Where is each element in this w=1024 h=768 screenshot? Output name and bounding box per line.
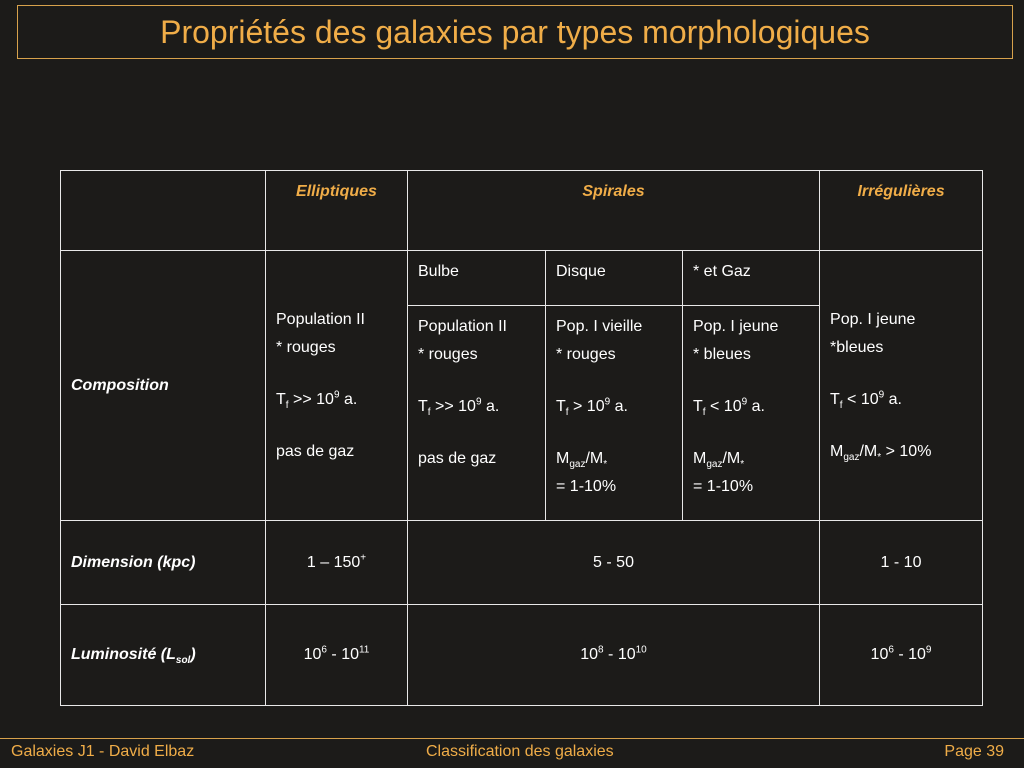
dimension-irregulieres: 1 - 10 bbox=[820, 521, 983, 605]
etgaz-formation-time: $T_f < 10^9$ a. bbox=[693, 396, 765, 419]
disque-gas-ratio: $M_{gaz}/M_*$ bbox=[556, 450, 608, 471]
footer-page-number: Page 39 bbox=[944, 743, 1004, 760]
title-frame bbox=[17, 5, 1013, 59]
footer-author: Galaxies J1 - David Elbaz bbox=[11, 743, 195, 760]
etgaz-population: Pop. I jeune bbox=[693, 318, 779, 335]
etgaz-gas-ratio-value: = 1-10% bbox=[693, 478, 754, 495]
bulbe-star-color: * rouges bbox=[418, 346, 478, 363]
irr-population: Pop. I jeune bbox=[830, 310, 916, 328]
composition-disque bbox=[546, 306, 683, 521]
etgaz-gas-ratio: $M_{gaz}/M_*$ bbox=[693, 450, 745, 471]
bulbe-population: Population II bbox=[418, 318, 507, 335]
luminosity-row bbox=[61, 605, 983, 706]
disque-population: Pop. I vieille bbox=[556, 318, 643, 335]
header-elliptiques: Elliptiques bbox=[266, 171, 408, 251]
header-irregulieres: Irrégulières bbox=[820, 171, 983, 251]
luminosity-elliptiques: $10^6 - 10^{11}$ bbox=[266, 605, 408, 706]
ell-population: Population II bbox=[276, 310, 365, 328]
etgaz-star-color: * bleues bbox=[693, 346, 751, 363]
composition-irregulieres bbox=[820, 251, 983, 521]
bulbe-gas: pas de gaz bbox=[418, 450, 497, 467]
dimension-row bbox=[61, 521, 983, 605]
empty-corner-cell bbox=[61, 171, 266, 251]
luminosity-spirales: $10^8 - 10^{10}$ bbox=[408, 605, 820, 706]
subheader-bulbe: Bulbe bbox=[408, 251, 546, 306]
composition-etgaz bbox=[683, 306, 820, 521]
ell-star-color: * rouges bbox=[276, 338, 336, 356]
ell-gas: pas de gaz bbox=[276, 442, 355, 460]
footer-chapter: Classification des galaxies bbox=[426, 743, 614, 760]
disque-formation-time: $T_f > 10^9$ a. bbox=[556, 396, 628, 419]
row-label-luminosite: Luminosité $(L_{sol})$ bbox=[61, 605, 266, 706]
subheader-row bbox=[61, 251, 983, 306]
disque-gas-ratio-value: = 1-10% bbox=[556, 478, 617, 495]
ell-formation-time: $T_f >> 10^9$ a. bbox=[276, 389, 358, 411]
header-spirales: Spirales bbox=[408, 171, 820, 251]
luminosity-irregulieres: $10^6 - 10^9$ bbox=[820, 605, 983, 706]
composition-bulbe bbox=[408, 306, 546, 521]
row-label-dimension: Dimension (kpc) bbox=[61, 521, 266, 605]
composition-elliptiques bbox=[266, 251, 408, 521]
slide-footer bbox=[0, 738, 1024, 768]
subheader-disque: Disque bbox=[546, 251, 683, 306]
irr-gas-ratio: $M_{gaz}/M_* > 10\%$ bbox=[830, 442, 932, 463]
row-label-composition: Composition bbox=[61, 251, 266, 521]
dimension-spirales: 5 - 50 bbox=[408, 521, 820, 605]
header-row bbox=[61, 171, 983, 251]
irr-star-color: *bleues bbox=[830, 338, 884, 356]
properties-table bbox=[60, 170, 983, 706]
irr-formation-time: $T_f < 10^9$ a. bbox=[830, 389, 902, 411]
dimension-elliptiques: 1 – 150+ bbox=[266, 521, 408, 605]
disque-star-color: * rouges bbox=[556, 346, 616, 363]
subheader-etgaz: * et Gaz bbox=[683, 251, 820, 306]
slide-title: Propriétés des galaxies par types morphologiques bbox=[160, 13, 870, 50]
bulbe-formation-time: $T_f >> 10^9$ a. bbox=[418, 396, 500, 419]
